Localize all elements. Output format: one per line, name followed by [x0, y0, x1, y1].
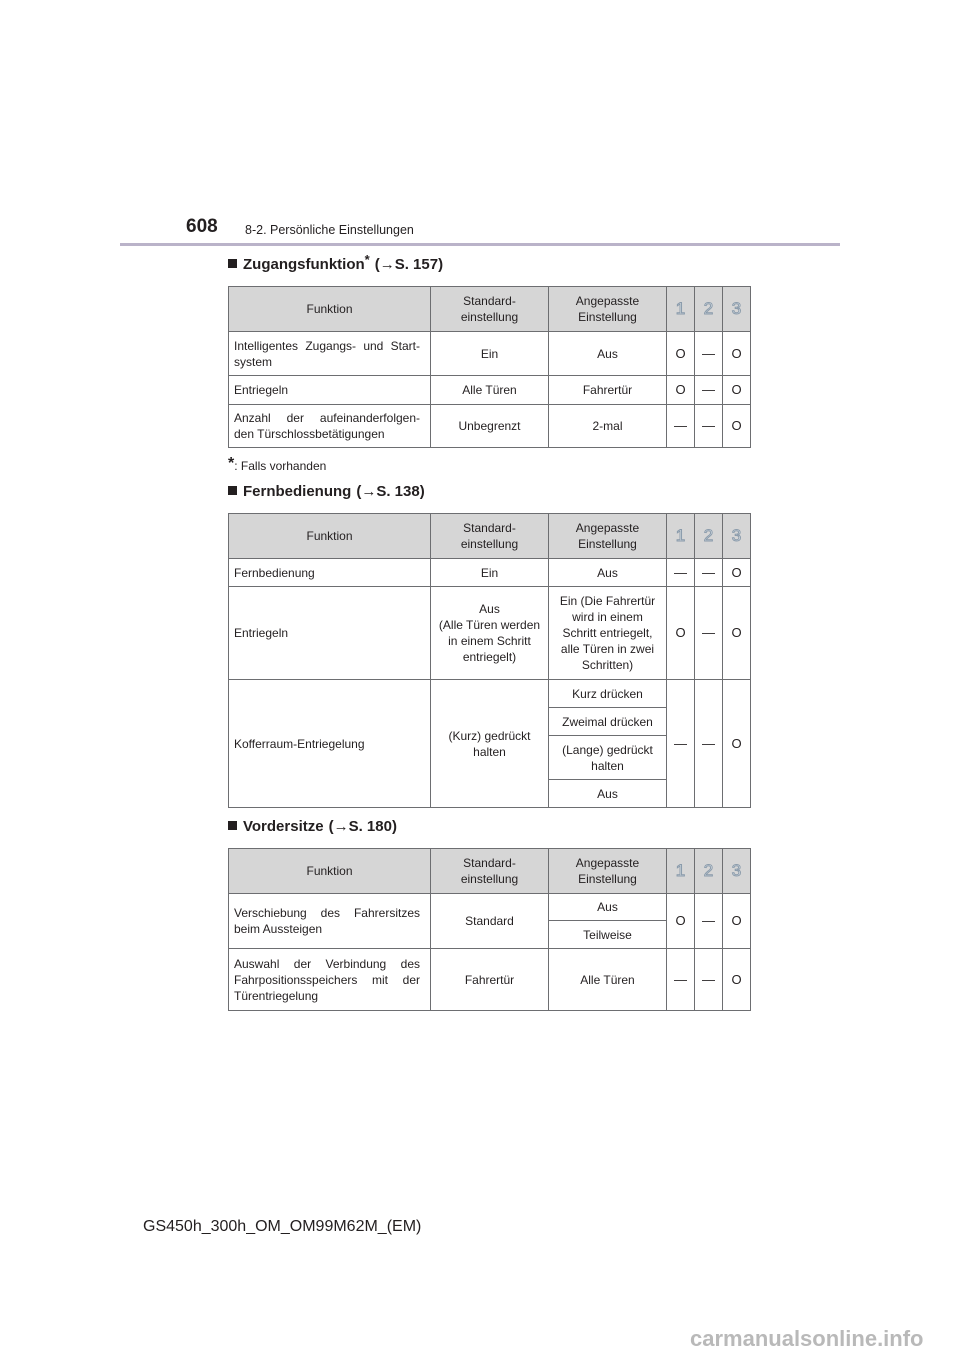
function-cell	[229, 949, 431, 1011]
function-line: Anzahl der aufeinanderfolgen-	[234, 411, 420, 425]
section-title-access-function	[228, 252, 444, 274]
document-code: GS450h_300h_OM_OM99M62M_(EM)	[143, 1218, 422, 1235]
section-title-front-seats	[228, 818, 397, 836]
mark-cell-3: O	[723, 587, 751, 680]
column-number-3-icon: 3	[731, 860, 742, 880]
mark-cell-3: O	[723, 894, 751, 949]
table-row	[229, 587, 751, 680]
table-row	[229, 376, 751, 405]
custom-cell: Aus	[549, 559, 667, 587]
mark-cell-1: O	[667, 332, 695, 376]
column-number-2-icon: 2	[703, 298, 714, 318]
remote-control-table	[228, 513, 751, 808]
footnote-text: : Falls vorhanden	[234, 459, 327, 473]
function-cell: Entriegeln	[229, 587, 431, 680]
mark-cell-1: O	[667, 894, 695, 949]
function-line: beim Aussteigen	[234, 922, 323, 936]
custom-cell: Alle Türen	[549, 949, 667, 1011]
custom-option-cell: Aus	[549, 894, 667, 921]
custom-option-cell: Teilweise	[549, 921, 667, 949]
default-cell: Aus (Alle Türen werden in einem Schritt entriegelt)	[431, 587, 549, 680]
default-cell: Fahrertür	[431, 949, 549, 1011]
mark-cell-1: —	[667, 949, 695, 1011]
section-title-text: Fernbedienung	[243, 483, 352, 500]
footnote-marker: *	[364, 252, 370, 267]
table-row	[229, 949, 751, 1011]
page-reference: (→S. 180)	[328, 818, 397, 835]
default-cell: Alle Türen	[431, 376, 549, 405]
default-cell: Ein	[431, 559, 549, 587]
custom-option-cell: Zweimal drücken	[549, 708, 667, 736]
footnote-marker: *	[228, 455, 235, 472]
column-header-custom: Angepasste Einstellung	[549, 514, 667, 559]
custom-cell: Aus	[549, 332, 667, 376]
table-header-row	[229, 287, 751, 332]
custom-cell: Fahrertür	[549, 376, 667, 405]
column-header-cell	[667, 287, 695, 332]
column-header-custom: Angepasste Einstellung	[549, 849, 667, 894]
column-number-1-icon: 1	[675, 298, 686, 318]
mark-cell-2: —	[695, 376, 723, 405]
mark-cell-3: O	[723, 949, 751, 1011]
function-cell: Fernbedienung	[229, 559, 431, 587]
page-reference: (→S. 138)	[356, 483, 425, 500]
section-title-text: Zugangsfunktion	[243, 256, 365, 273]
mark-cell-3: O	[723, 376, 751, 405]
section-title-text: Vordersitze	[243, 818, 324, 835]
page-number: 608	[186, 216, 218, 237]
mark-cell-3: O	[723, 559, 751, 587]
table-row	[229, 559, 751, 587]
column-number-1-icon: 1	[675, 525, 686, 545]
function-line: Auswahl der Verbindung des	[234, 956, 420, 971]
column-header-cell	[695, 514, 723, 559]
column-number-3-icon: 3	[731, 298, 742, 318]
column-header-cell	[667, 514, 695, 559]
mark-cell-1: O	[667, 376, 695, 405]
function-line: Türentriegelung	[234, 988, 319, 1003]
column-header-cell	[695, 849, 723, 894]
default-cell: Ein	[431, 332, 549, 376]
table-row	[229, 332, 751, 376]
table-row	[229, 894, 751, 921]
column-header-cell	[723, 849, 751, 894]
custom-option-cell: Kurz drücken	[549, 680, 667, 708]
watermark: carmanualsonline.info	[690, 1326, 924, 1351]
function-line: Fahrpositionsspeichers mit der	[234, 972, 420, 987]
column-header-custom: Angepasste Einstellung	[549, 287, 667, 332]
page-reference: (→S. 157)	[374, 256, 444, 273]
mark-cell-3: O	[723, 405, 751, 448]
function-line: Intelligentes Zugangs- und Start-	[234, 338, 420, 353]
function-cell	[229, 405, 431, 448]
chapter-label: 8-2. Persönliche Einstellungen	[245, 223, 414, 237]
custom-option-cell: Aus	[549, 780, 667, 808]
column-header-cell	[723, 514, 751, 559]
default-cell: Standard	[431, 894, 549, 949]
function-cell	[229, 332, 431, 376]
mark-cell-1: —	[667, 559, 695, 587]
section-bullet-icon	[228, 486, 237, 495]
default-cell: (Kurz) gedrückt halten	[431, 680, 549, 808]
footnote	[228, 456, 326, 474]
function-cell: Kofferraum-Entriegelung	[229, 680, 431, 808]
custom-cell: 2-mal	[549, 405, 667, 448]
mark-cell-2: —	[695, 332, 723, 376]
column-header-cell	[667, 849, 695, 894]
function-line: system	[234, 354, 273, 369]
front-seats-table	[228, 848, 751, 1011]
column-header-function: Funktion	[229, 287, 431, 332]
column-header-cell	[695, 287, 723, 332]
column-number-2-icon: 2	[703, 860, 714, 880]
table-row	[229, 680, 751, 708]
mark-cell-1: —	[667, 405, 695, 448]
column-number-2-icon: 2	[703, 525, 714, 545]
mark-cell-2: —	[695, 587, 723, 680]
mark-cell-2: —	[695, 894, 723, 949]
mark-cell-3: O	[723, 680, 751, 808]
access-function-table	[228, 286, 751, 448]
mark-cell-3: O	[723, 332, 751, 376]
table-header-row	[229, 849, 751, 894]
function-cell	[229, 894, 431, 949]
mark-cell-1: —	[667, 680, 695, 808]
column-header-default: Standard- einstellung	[431, 849, 549, 894]
column-number-1-icon: 1	[675, 860, 686, 880]
section-title-remote-control	[228, 483, 425, 501]
table-header-row	[229, 514, 751, 559]
custom-option-cell: (Lange) gedrückt halten	[549, 736, 667, 780]
section-bullet-icon	[228, 259, 237, 268]
mark-cell-2: —	[695, 405, 723, 448]
table-row	[229, 405, 751, 448]
function-cell: Entriegeln	[229, 376, 431, 405]
mark-cell-2: —	[695, 949, 723, 1011]
default-cell: Unbegrenzt	[431, 405, 549, 448]
custom-cell: Ein (Die Fahrertür wird in einem Schritt entriegelt, alle Türen in zwei Schritten)	[549, 587, 667, 680]
mark-cell-2: —	[695, 559, 723, 587]
column-header-function: Funktion	[229, 849, 431, 894]
function-line: Verschiebung des Fahrersitzes	[234, 906, 420, 920]
mark-cell-1: O	[667, 587, 695, 680]
section-bullet-icon	[228, 821, 237, 830]
column-header-default: Standard- einstellung	[431, 514, 549, 559]
header-rule	[120, 243, 840, 246]
column-header-default: Standard- einstellung	[431, 287, 549, 332]
column-header-cell	[723, 287, 751, 332]
column-number-3-icon: 3	[731, 525, 742, 545]
mark-cell-2: —	[695, 680, 723, 808]
column-header-function: Funktion	[229, 514, 431, 559]
function-line: den Türschlossbetätigungen	[234, 427, 385, 441]
